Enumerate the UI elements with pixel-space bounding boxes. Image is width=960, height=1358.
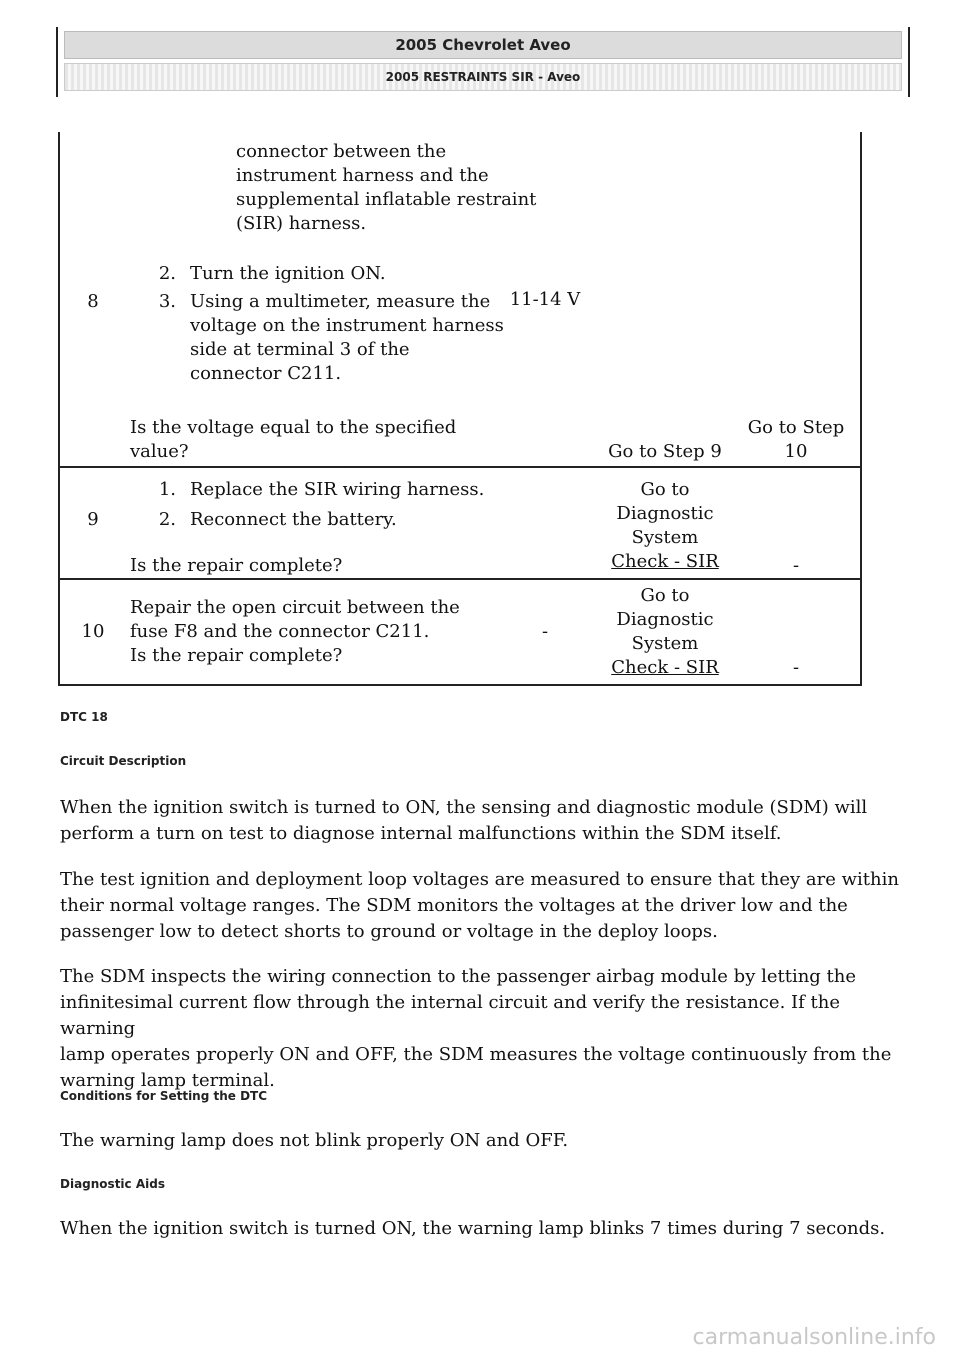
text-line: warning lamp terminal.: [60, 1070, 275, 1091]
step-number: 10: [81, 621, 105, 642]
no-action: [730, 416, 862, 464]
yes-action: Go to Step 9: [608, 441, 722, 462]
dtc-heading: DTC 18: [60, 710, 108, 724]
item-text: Turn the ignition ON.: [190, 263, 386, 284]
text-line: voltage on the instrument harness: [190, 315, 504, 336]
item-text: Replace the SIR wiring harness.: [190, 479, 485, 500]
text-line: side at terminal 3 of the: [190, 339, 410, 360]
circuit-description-paragraph-3: [60, 964, 900, 1094]
diagnostic-aids-heading: Diagnostic Aids: [60, 1177, 165, 1191]
step-number: 8: [87, 291, 99, 312]
diagnostic-system-check-link[interactable]: Check - SIR: [611, 657, 719, 678]
item-text: [190, 290, 540, 386]
text-line: connector C211.: [190, 363, 342, 384]
text-line: supplemental inflatable restraint: [236, 189, 537, 210]
circuit-description-paragraph-2: [60, 867, 900, 945]
table-row-step-10: [59, 579, 861, 685]
text-line: instrument harness and the: [236, 165, 489, 186]
diagnostic-aids-paragraph: When the ignition switch is turned ON, the warning lamp blinks 7 times during 7 seconds.: [60, 1218, 886, 1239]
text-line: Using a multimeter, measure the: [190, 291, 491, 312]
item-number: 2.: [158, 509, 176, 530]
text-line: connector between the: [236, 141, 447, 162]
conditions-heading: Conditions for Setting the DTC: [60, 1089, 268, 1103]
text-line: Diagnostic: [616, 609, 714, 630]
text-line: Go to: [640, 479, 690, 500]
text-line: their normal voltage ranges. The SDM monitors the voltages at the driver low and the: [60, 895, 848, 916]
item-number: 2.: [158, 263, 176, 284]
text-line: 10: [784, 441, 808, 462]
table-row-step-8: [59, 132, 861, 467]
circuit-description-paragraph-1: [60, 795, 900, 847]
item-text: Reconnect the battery.: [190, 509, 397, 530]
yes-action: [600, 584, 730, 680]
watermark: carmanualsonline.info: [692, 1325, 936, 1350]
text-line: When the ignition switch is turned to ON, the sensing and diagnostic module (SDM) will: [60, 797, 868, 818]
item-number: 3.: [158, 291, 176, 312]
diagnostic-steps-table: [58, 132, 862, 686]
text-line: fuse F8 and the connector C211.: [130, 621, 430, 642]
yes-action: [600, 478, 730, 574]
text-line: perform a turn on test to diagnose internal malfunctions within the SDM itself.: [60, 823, 782, 844]
text-line: System: [631, 527, 699, 548]
text-line: The test ignition and deployment loop voltages are measured to ensure that they are within: [60, 869, 899, 890]
text-line: lamp operates properly ON and OFF, the SDM measures the voltage continuously from the: [60, 1044, 892, 1065]
header-title: 2005 Chevrolet Aveo: [64, 31, 902, 59]
text-line: System: [631, 633, 699, 654]
step9-question: Is the repair complete?: [130, 555, 343, 576]
no-action: -: [792, 657, 800, 678]
step8-question: [130, 416, 490, 464]
text-line: Go to Step: [747, 417, 845, 438]
item-number: 1.: [158, 479, 176, 500]
text-line: Go to: [640, 585, 690, 606]
diagnostic-system-check-link[interactable]: Check - SIR: [611, 551, 719, 572]
step8-continued-text: [236, 140, 556, 236]
text-line: value?: [130, 441, 189, 462]
circuit-description-heading: Circuit Description: [60, 754, 187, 768]
text-line: infinitesimal current flow through the internal circuit and verify the resistance. If the warning: [60, 992, 840, 1039]
text-line: Is the repair complete?: [130, 645, 343, 666]
specified-value: -: [541, 621, 549, 642]
page-header: [56, 27, 910, 97]
text-line: The SDM inspects the wiring connection to the passenger airbag module by letting the: [60, 966, 857, 987]
text-line: passenger low to detect shorts to ground or voltage in the deploy loops.: [60, 921, 718, 942]
specified-value: 11-14 V: [509, 289, 581, 310]
text-line: Is the voltage equal to the specified: [130, 417, 457, 438]
no-action: -: [792, 555, 800, 576]
header-subtitle: 2005 RESTRAINTS SIR - Aveo: [64, 63, 902, 91]
step-number: 9: [87, 509, 99, 530]
text-line: Diagnostic: [616, 503, 714, 524]
conditions-paragraph: The warning lamp does not blink properly ON and OFF.: [60, 1130, 569, 1151]
table-row-step-9: [59, 467, 861, 579]
step10-action: [130, 596, 490, 668]
text-line: (SIR) harness.: [236, 213, 367, 234]
text-line: Repair the open circuit between the: [130, 597, 460, 618]
